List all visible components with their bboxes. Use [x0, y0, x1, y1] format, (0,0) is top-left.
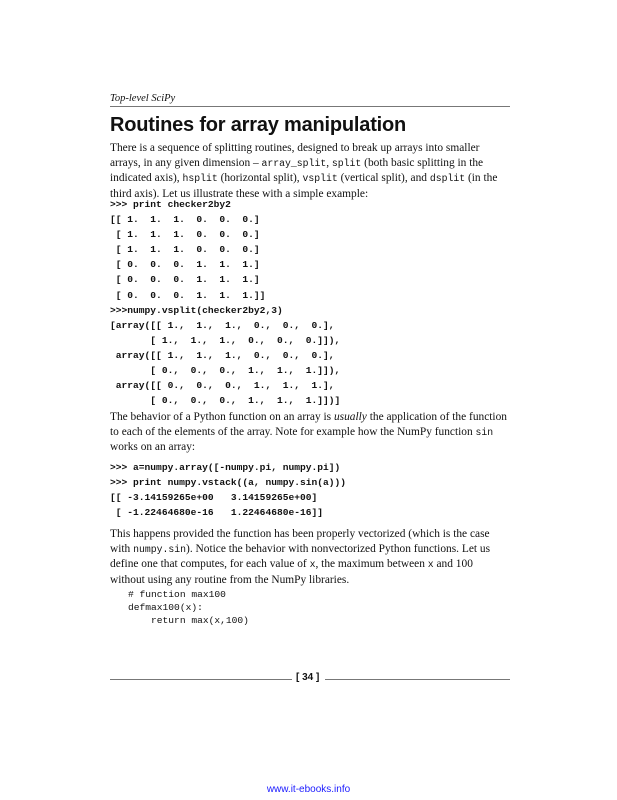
code-block-max100: # function max100 defmax100(x): return max(x,100): [128, 589, 249, 627]
inline-code: hsplit: [182, 173, 218, 185]
page-number: [ 34 ]: [296, 672, 320, 683]
inline-code: x: [427, 559, 434, 571]
inline-code: x: [309, 559, 316, 571]
code-block-vsplit: >>> print checker2by2 [[ 1. 1. 1. 0. 0. 0.] [ 1. 1. 1. 0. 0. 0.] [ 1. 1. 1. 0. 0. 0.] [ 0. 0. 0. 1. 1. 1.] [ 0. 0. 0. 1. 1. 1.] [ 0. 0. 0. 1. 1. 1.]] >>>numpy.vsplit(checker2by2,3) [array([[ 1., 1., 1., 0., 0., 0.], [ 1., 1., 1., 0., 0., 0.]]), array([[ 1., 1., 1., 0., 0., 0.], [ 0., 0., 0., 1., 1., 1.]]), array([[ 0., 0., 0., 1., 1., 1.], [ 0., 0., 0., 1., 1., 1.]])]: [110, 199, 341, 407]
source-link[interactable]: www.it-ebooks.info: [266, 784, 351, 795]
behavior-paragraph: The behavior of a Python function on an array is usually the application of the function to each of the elements of the array. Note for example how the NumPy function sin works on an array:: [110, 411, 507, 454]
section-title: Routines for array manipulation: [110, 114, 407, 136]
inline-code: array_split: [261, 157, 327, 169]
code-block-vstack: >>> a=numpy.array([-numpy.pi, numpy.pi]) >>> print numpy.vstack((a, numpy.sin(a))) [[ -3.14159265e+00 3.14159265e+00] [ -1.22464680e-16 1.22464680e-16]]: [110, 462, 347, 519]
inline-code: numpy.sin: [133, 543, 187, 555]
inline-code: dsplit: [429, 173, 466, 185]
intro-paragraph: There is a sequence of splitting routines, designed to break up arrays into smaller arrays, in any given dimension – array_split, split (both basic splitting in the indicated axis), hsplit (horizontal split), vsplit (vertical split), and dsplit (in the third axis). Let us illustrate these with a simple example:: [110, 142, 498, 201]
inline-code: vsplit: [302, 173, 338, 185]
inline-code: sin: [475, 426, 494, 438]
running-head: Top-level SciPy: [110, 93, 510, 107]
footer-rule-right: [325, 679, 510, 680]
inline-code: split: [331, 157, 362, 169]
vectorized-paragraph: This happens provided the function has been properly vectorized (which is the case with numpy.sin). Notice the behavior with nonvectorized Python functions. Let us define one that computes, for each value of x, the maximum between x and 100 without using any routine from the NumPy libraries.: [110, 528, 491, 587]
footer-rule-left: [110, 679, 292, 680]
